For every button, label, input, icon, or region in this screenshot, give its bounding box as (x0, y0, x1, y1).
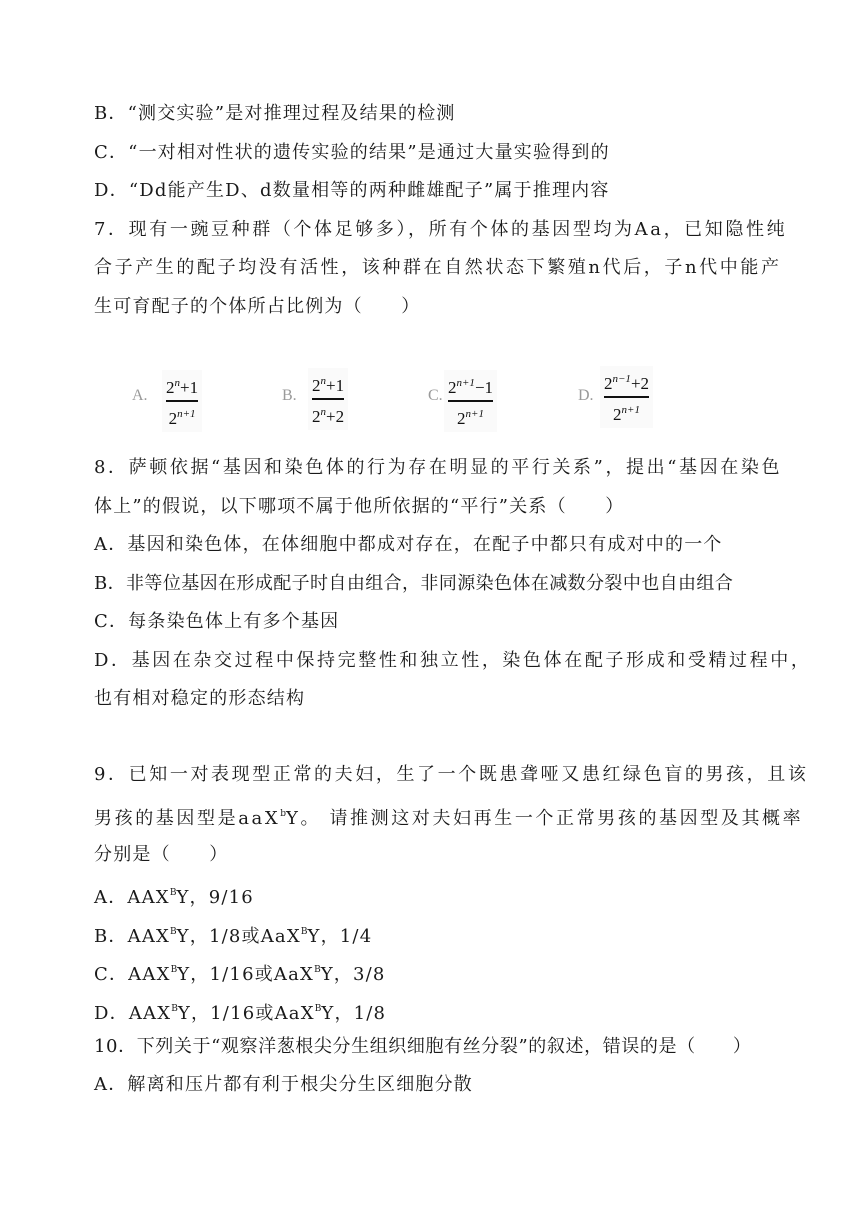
q6-option-c: C．“一对相对性状的遗传实验的结果”是通过大量实验得到的 (94, 142, 610, 163)
q7-option-b-fraction: $2^n+1$ $2^n+2$ (308, 368, 348, 430)
q8-stem-line1: 8．萨顿依据“基因和染色体的行为存在明显的平行关系”，提出“基因在染色 (94, 457, 783, 478)
q9-stem-line2: 男孩的基因型是aaX$^b$Y。 请推测这对夫妇再生一个正常男孩的基因型及其概率 (94, 808, 804, 829)
q9-option-d: D．$AAX^BY$，1/16或AaX$^B$Y，1/8 (94, 1003, 387, 1024)
q9-option-b: B．$AAX^BY$，1/8或AaX$^B$Y，1/4 (94, 926, 373, 947)
q8-option-d-line2: 也有相对稳定的形态结构 (94, 688, 306, 709)
q7-stem-line1: 7．现有一豌豆种群（个体足够多），所有个体的基因型均为Aa，已知隐性纯 (94, 219, 788, 240)
q8-stem-line2: 体上”的假说，以下哪项不属于他所依据的“平行”关系（ ） (94, 496, 625, 517)
q9-option-a: A．$AAX^BY$，9/16 (94, 887, 254, 908)
q10-stem: 10．下列关于“观察洋葱根尖分生组织细胞有丝分裂”的叙述，错误的是（ ） (94, 1036, 752, 1057)
q6-option-d: D．“Dd能产生D、d数量相等的两种雌雄配子”属于推理内容 (94, 180, 610, 201)
q8-option-a: A．基因和染色体，在体细胞中都成对存在，在配子中都只有成对中的一个 (94, 534, 723, 555)
q7-stem-line3: 生可育配子的个体所占比例为（ ） (94, 296, 421, 317)
q7-option-a-label: A. (132, 387, 148, 404)
q8-option-d-line1: D．基因在杂交过程中保持完整性和独立性，染色体在配子形成和受精过程中， (94, 650, 812, 671)
q9-stem-line3: 分别是（ ） (94, 844, 229, 865)
q9-stem-line1: 9．已知一对表现型正常的夫妇，生了一个既患聋哑又患红绿色盲的男孩，且该 (94, 764, 809, 785)
q7-stem-line2: 合子产生的配子均没有活性，该种群在自然状态下繁殖n代后，子n代中能产 (94, 257, 782, 278)
q7-option-d-fraction: $2^{n-1}+2$ $2^{n+1}$ (600, 366, 653, 428)
q9-option-c: C．$AAX^BY$，1/16或AaX$^B$Y，3/8 (94, 964, 386, 985)
q8-option-c: C．每条染色体上有多个基因 (94, 611, 340, 632)
q6-option-b: B．“测交实验”是对推理过程及结果的检测 (94, 103, 456, 124)
q10-option-a: A．解离和压片都有利于根尖分生区细胞分散 (94, 1074, 473, 1095)
q7-option-c-label: C. (428, 387, 443, 404)
q7-option-c-fraction: $2^{n+1}-1$ $2^{n+1}$ (444, 370, 497, 432)
q8-option-b: B．非等位基因在形成配子时自由组合，非同源染色体在减数分裂中也自由组合 (94, 573, 734, 594)
q7-option-d-label: D. (578, 387, 594, 404)
q7-option-b-label: B. (282, 387, 297, 404)
q7-option-a-fraction: $2^n+1$ $2^{n+1}$ (162, 370, 202, 432)
